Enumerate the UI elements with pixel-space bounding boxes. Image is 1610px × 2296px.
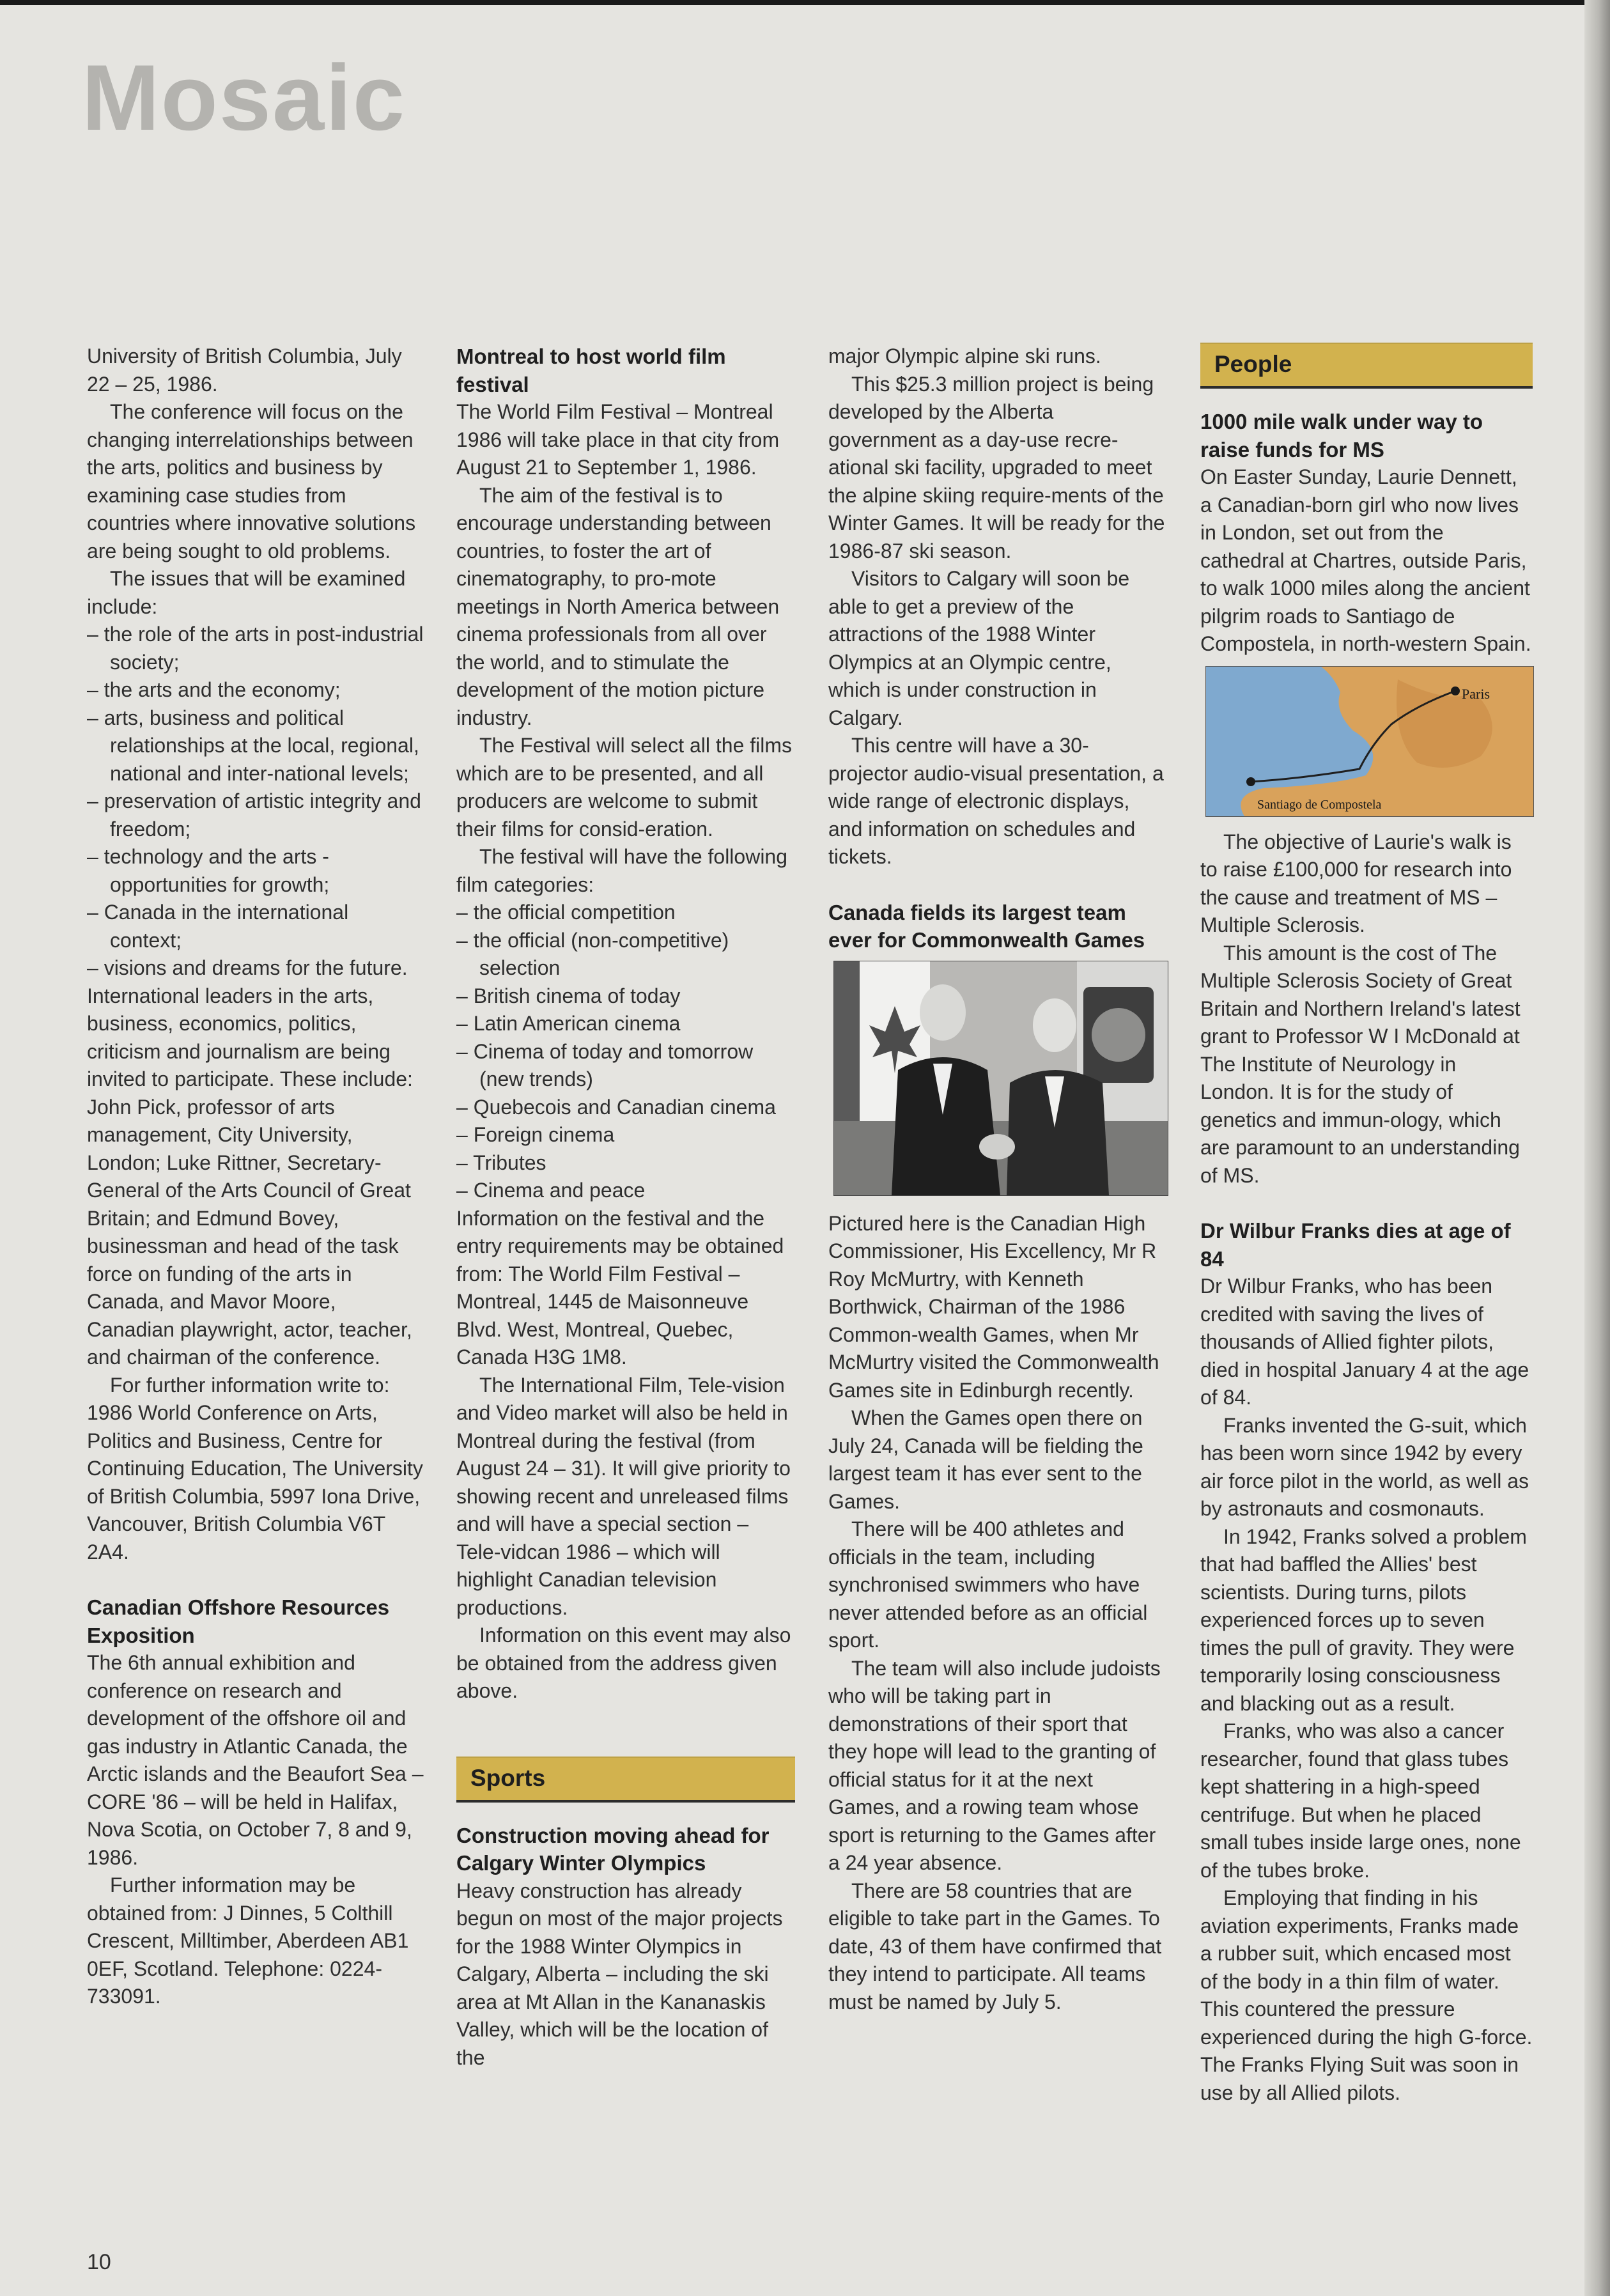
paragraph: Employing that finding in his aviation experiments, Franks made a rubber suit, which encased most of the body in a thin film of water. This countered the pressure experienced during the high G-force. The Franks Flying Suit was soon in use by all Allied pilots.: [1200, 1886, 1533, 2104]
paragraph: The International Film, Tele-vision and Video market will also be held in Montreal during the festival (from August 24 – 31). It will give priority to showing recent and unreleased films and will have a special section – Tele-vidcan 1986 – which will highlight Canadian television productions.: [456, 1373, 791, 1619]
article-heading-calgary: Construction moving ahead for Calgary Winter Olympics: [456, 1823, 770, 1875]
list-item: – Cinema of today and tomorrow (new trends): [456, 1039, 754, 1090]
map-image: [1206, 667, 1533, 816]
page-number: 10: [87, 2250, 111, 2274]
paragraph: Heavy construction has already begun on most of the major projects for the 1988 Winter Olympics in Calgary, Alberta – including the ski area at Mt Allan in the Kananaskis Valley, which will be the location of the: [456, 1879, 783, 2069]
map-label-paris: Paris: [1462, 685, 1490, 702]
article-heading-commonwealth: Canada fields its largest team ever for Commonwealth Games: [828, 900, 1145, 952]
paragraph: The World Film Festival – Montreal 1986 will take place in that city from August 21 to September 1, 1986.: [456, 400, 780, 479]
list-item: – technology and the arts - opportunities for growth;: [87, 845, 330, 896]
list-item: – preservation of artistic integrity and freedom;: [87, 789, 421, 841]
list-item: – the official competition: [456, 901, 676, 924]
paragraph: This $25.3 million project is being developed by the Alberta government as a day-use recre-ational ski facility, upgraded to meet the alpine skiing require-ments of the Winter Games. It will be ready for the 1986-87 ski season.: [828, 372, 1165, 562]
list-item: – the role of the arts in post-industrial society;: [87, 623, 424, 674]
column-4: [1200, 343, 1533, 2107]
map-label-santiago: Santiago de Compostela: [1257, 797, 1382, 812]
paragraph: On Easter Sunday, Laurie Dennett, a Canadian-born girl who now lives in London, set out from the cathedral at Chartres, outside Paris, to walk 1000 miles along the ancient pilgrim roads to Santiago de Compostela, in north-western Spain.: [1200, 465, 1531, 655]
paragraph: The issues that will be examined include:: [87, 567, 406, 618]
paragraph: There will be 400 athletes and officials in the team, including synchronised swimmers who have never attended before as an official sport.: [828, 1517, 1148, 1652]
paragraph: Franks invented the G-suit, which has been worn since 1942 by every air force pilot in the world, as well as by astronauts and cosmonauts.: [1200, 1413, 1529, 1520]
column-1: [87, 343, 426, 2011]
paragraph: The aim of the festival is to encourage understanding between countries, to foster the art of cinematography, to pro-mote meetings in North America between cinema professionals from all over the world, and to stimulate the development of the motion picture industry.: [456, 483, 780, 729]
article-heading-ms-walk: 1000 mile walk under way to raise funds for MS: [1200, 410, 1483, 462]
list-item: – British cinema of today: [456, 984, 681, 1007]
paragraph: The 6th annual exhibition and conference on research and development of the offshore oil and gas industry in Atlantic Canada, the Arctic islands and the Beaufort Sea – CORE '86 – will be held in Halifax, Nova Scotia, on October 7, 8 and 9, 1986.: [87, 1651, 424, 1869]
paragraph: Further information may be obtained from: J Dinnes, 5 Colthill Crescent, Milltimber, Aberdeen AB1 0EF, Scotland. Telephone: 0224-733091.: [87, 1873, 409, 2008]
paragraph: The team will also include judoists who will be taking part in demonstrations of their sport that they hope will lead to the granting of official status for it at the next Games, and a rowing team whose sport is returning to the Games after a 24 year absence.: [828, 1656, 1161, 1874]
top-border: [0, 0, 1610, 5]
paragraph: International leaders in the arts, business, economics, politics, criticism and journalism are being invited to participate. These include: John Pick, professor of arts management, City University, London; Luke Rittner, Secretary-General of the Arts Council of Great Britain; and Edmund Bovey, businessman and head of the task force on funding of the arts in Canada, and Mavor Moore, Canadian playwright, actor, teacher, and chairman of the conference.: [87, 984, 413, 1369]
list-item: – Quebecois and Canadian cinema: [456, 1095, 776, 1119]
list-item: – Tributes: [456, 1151, 546, 1174]
list-item: – arts, business and political relationships at the local, regional, national and inter-national levels;: [87, 706, 419, 785]
paragraph: In 1942, Franks solved a problem that had baffled the Allies' best scientists. During turns, pilots experienced forces up to seven times the pull of gravity. They were temporarily losing consciousness and blacking out as a result.: [1200, 1524, 1527, 1715]
issues-list: [87, 621, 426, 982]
list-item: – Foreign cinema: [456, 1123, 615, 1146]
list-item: – visions and dreams for the future.: [87, 956, 408, 979]
section-label: Sports: [470, 1764, 546, 1791]
article-heading-franks: Dr Wilbur Franks dies at age of 84: [1200, 1219, 1511, 1271]
route-map: [1205, 666, 1534, 817]
article-heading-film-festival: Montreal to host world film festival: [456, 345, 726, 396]
list-item: – the official (non-competitive) selection: [456, 928, 729, 979]
paragraph: This amount is the cost of The Multiple Sclerosis Society of Great Britain and Northern Ireland's latest grant to Professor W I McDonald at The Institute of Neurology in London. It is for the study of genetics and immun-ology, which are paramount to an understanding of MS.: [1200, 941, 1521, 1187]
section-band-sports: [456, 1757, 795, 1803]
photo-caption: Pictured here is the Canadian High Commissioner, His Excellency, Mr R Roy McMurtry, with Kenneth Borthwick, Chairman of the 1986 Common-wealth Games, when Mr McMurtry visited the Commonwealth Games site in Edinburgh recently.: [828, 1211, 1159, 1402]
column-2: [456, 343, 795, 2072]
section-label: People: [1214, 351, 1292, 377]
paragraph: The objective of Laurie's walk is to raise £100,000 for research into the cause and treatment of MS – Multiple Sclerosis.: [1200, 830, 1512, 936]
list-item: – Cinema and peace: [456, 1179, 646, 1202]
paragraph: Information on this event may also be obtained from the address given above.: [456, 1624, 791, 1702]
photo-image: [834, 961, 1168, 1195]
paragraph: Information on the festival and the entry requirements may be obtained from: The World Film Festival – Montreal, 1445 de Maisonneuve Blvd. West, Montreal, Quebec, Canada H3G 1M8.: [456, 1206, 784, 1369]
list-item: – the arts and the economy;: [87, 678, 341, 701]
paragraph: The Festival will select all the films which are to be presented, and all producers are welcome to submit their films for consid-eration.: [456, 734, 793, 841]
commonwealth-photo: [833, 961, 1168, 1196]
paragraph: Franks, who was also a cancer researcher, found that glass tubes kept shattering in a high-speed centrifuge. But when he placed small tubes inside large ones, none of the tubes broke.: [1200, 1719, 1521, 1882]
list-item: – Canada in the international context;: [87, 901, 349, 952]
paragraph: For further information write to: 1986 World Conference on Arts, Politics and Business, Centre for Continuing Education, The University of British Columbia, 5997 Iona Drive, Vancouver, British Columbia V6T 2A4.: [87, 1373, 423, 1563]
paragraph: The conference will focus on the changing interrelationships between the arts, politics and business by examining case studies from countries where innovative solutions are being sought to old problems.: [87, 400, 416, 562]
paragraph: Visitors to Calgary will soon be able to get a preview of the attractions of the 1988 Winter Olympics at an Olympic centre, which is under construction in Calgary.: [828, 567, 1130, 729]
column-3: [828, 343, 1167, 2016]
paragraph: When the Games open there on July 24, Canada will be fielding the largest team it has ever sent to the Games.: [828, 1406, 1143, 1513]
paragraph: There are 58 countries that are eligible to take part in the Games. To date, 43 of them have confirmed that they intend to participate. All teams must be named by July 5.: [828, 1879, 1162, 2013]
paragraph: Dr Wilbur Franks, who has been credited with saving the lives of thousands of Allied fighter pilots, died in hospital January 4 at the age of 84.: [1200, 1275, 1529, 1409]
paragraph: University of British Columbia, July 22 – 25, 1986.: [87, 345, 402, 396]
paragraph: The festival will have the following film categories:: [456, 845, 788, 896]
paragraph: major Olympic alpine ski runs.: [828, 345, 1101, 368]
list-item: – Latin American cinema: [456, 1012, 681, 1035]
film-categories-list: [456, 899, 795, 1205]
page-edge-shadow: [1584, 0, 1610, 2296]
masthead-title: Mosaic: [82, 45, 406, 150]
section-band-people: [1200, 343, 1533, 389]
article-heading-offshore: Canadian Offshore Resources Exposition: [87, 1595, 390, 1647]
paragraph: This centre will have a 30-projector audio-visual presentation, a wide range of electronic displays, and information on schedules and tickets.: [828, 734, 1164, 868]
